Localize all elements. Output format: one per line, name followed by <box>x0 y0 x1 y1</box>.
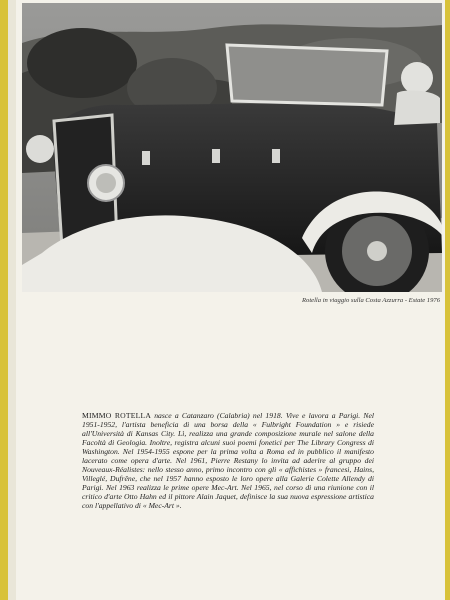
photo-caption: Rotella in viaggio sulla Costa Azzurra - Estate 1976 <box>302 297 440 304</box>
vintage-car-photo <box>22 3 442 292</box>
biography-paragraph <box>82 411 374 511</box>
page-binding-edge <box>8 0 16 600</box>
biography-text: nasce a Catanzaro (Calabria) nel 1918. Vive e lavora a Parigi. Nel 1951-1952, l'artista beneficia di una borsa della « Fulbright Foundation » e risiede all'Università di Kansas City. Lì, realizza una grande composizione murale nel salone della Facoltà di Geologia. Inoltre, registra alcuni suoi poemi fonetici per The Library Congress di Washington. Nel 1954-1955 espone per la prima volta a Roma ed in pubblico il manifesto lacerato come opera d'arte. Nel 1961, Pierre Restany lo invita ad aderire al gruppo dei Nouveaux-Réalistes: nello stesso anno, primo incontro con gli « affichistes » francesi, Hains, Villeglé, Dufrêne, che nel 1957 hanno esposto le loro opere alla Galerie Colette Allendy di Parigi. Nel 1963 realizza le prime opere Mec-Art. Nel 1965, nel corso di una riunione con il critico d'arte Otto Hahn ed il pittore Alain Jaquet, definisce la sua nuova espressione artistica con l'appellativo di « Mec-Art ». <box>82 411 374 511</box>
artist-name: MIMMO ROTELLA <box>82 411 152 420</box>
